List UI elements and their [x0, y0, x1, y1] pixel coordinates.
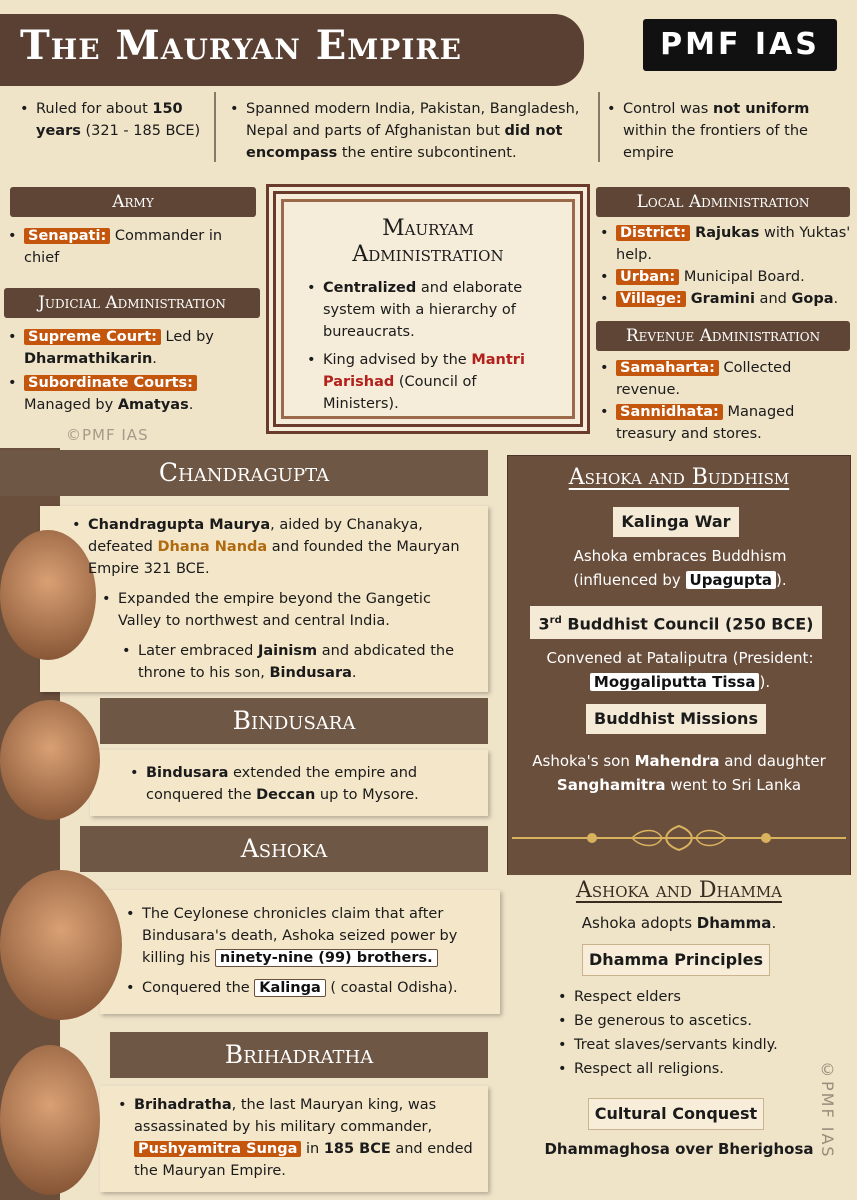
- watermark-vertical: ©PMF IAS: [818, 1060, 837, 1159]
- bindusara-heading: Bindusara: [100, 698, 488, 744]
- top-point-3: • Control was not uniform within the frontiers of the empire: [605, 98, 855, 164]
- judicial-heading: Judicial Administration: [4, 288, 260, 318]
- buddhist-council-box: 3rd Buddhist Council (250 BCE): [530, 606, 822, 639]
- divider: [598, 92, 600, 162]
- buddhism-text-2: Convened at Pataliputra (President: Moggaliputta Tissa ).: [546, 649, 814, 691]
- buddhism-text-1: Ashoka embraces Buddhism (influenced by Upagupta ).: [573, 547, 787, 589]
- bindusara-portrait: [0, 700, 100, 820]
- center-points: • Centralized and elaborate system with a hierarchy of bureaucrats. • King advised by the Mantri Parishad (Council of Ministers).: [305, 277, 555, 415]
- buddhism-heading: Ashoka and Buddhism: [568, 465, 790, 490]
- top-point-1: • Ruled for about 150 years (321 - 185 BCE): [18, 98, 208, 142]
- brihadratha-heading: Brihadratha: [110, 1032, 488, 1078]
- chandragupta-points: • Chandragupta Maurya, aided by Chanakya, defeated Dhana Nanda and founded the Mauryan Empire 321 BCE. • Expanded the empire beyond the Gangetic Valley to northwest and central India. • Later embraced Jainism and abdicated the throne to his son, Bindusara.: [70, 514, 470, 684]
- dhamma-intro: Ashoka adopts Dhamma.: [581, 914, 777, 932]
- local-heading: Local Administration: [596, 187, 850, 217]
- ashoka-points: • The Ceylonese chronicles claim that after Bindusara's death, Ashoka seized power by killing his ninety-nine (99) brothers. • Conquered the Kalinga ( coastal Odisha).: [124, 903, 494, 999]
- bindusara-points: • Bindusara extended the empire and conquered the Deccan up to Mysore.: [128, 762, 478, 806]
- chandragupta-heading: Chandragupta: [0, 450, 488, 496]
- ornament-divider-icon: [512, 822, 846, 854]
- page-title: The Mauryan Empire: [20, 22, 463, 69]
- ashoka-portrait: [0, 870, 122, 1020]
- center-heading: Mauryam Administration: [352, 216, 504, 267]
- watermark: ©PMF IAS: [66, 426, 149, 444]
- cultural-conquest-box: Cultural Conquest: [588, 1098, 764, 1130]
- local-items: • District: Rajukas with Yuktas' help. • Urban: Municipal Board. • Village: Gramini and Gopa.: [598, 222, 853, 310]
- divider: [214, 92, 216, 162]
- judicial-items: • Supreme Court: Led by Dharmathikarin. • Subordinate Courts: Managed by Amatyas.: [6, 326, 264, 416]
- revenue-heading: Revenue Administration: [596, 321, 850, 351]
- dhamma-heading: Ashoka and Dhamma: [575, 878, 783, 903]
- brihadratha-portrait: [0, 1045, 100, 1195]
- ashoka-heading: Ashoka: [80, 826, 488, 872]
- dhamma-principles-box: Dhamma Principles: [582, 944, 770, 976]
- kalinga-war-box: Kalinga War: [613, 507, 739, 537]
- dhamma-footer: Dhammaghosa over Bherighosa: [544, 1140, 814, 1158]
- pmf-ias-logo: PMF IAS: [643, 19, 837, 71]
- top-point-2: • Spanned modern India, Pakistan, Bangladesh, Nepal and parts of Afghanistan but did not encompass the entire subcontinent.: [228, 98, 593, 164]
- revenue-items: • Samaharta: Collected revenue. • Sannidhata: Managed treasury and stores.: [598, 357, 853, 445]
- buddhism-text-3: Ashoka's son Mahendra and daughter Sanghamitra went to Sri Lanka: [532, 752, 826, 794]
- brihadratha-points: • Brihadratha, the last Mauryan king, was assassinated by his military commander, Pushyamitra Sunga in 185 BCE and ended the Mauryan Empire.: [116, 1094, 486, 1182]
- army-item: • Senapati: Commander in chief: [6, 225, 260, 269]
- army-heading: Army: [10, 187, 256, 217]
- dhamma-principles-list: • Respect elders • Be generous to ascetics. • Treat slaves/servants kindly. • Respect all religions.: [556, 985, 836, 1081]
- buddhist-missions-box: Buddhist Missions: [586, 704, 766, 734]
